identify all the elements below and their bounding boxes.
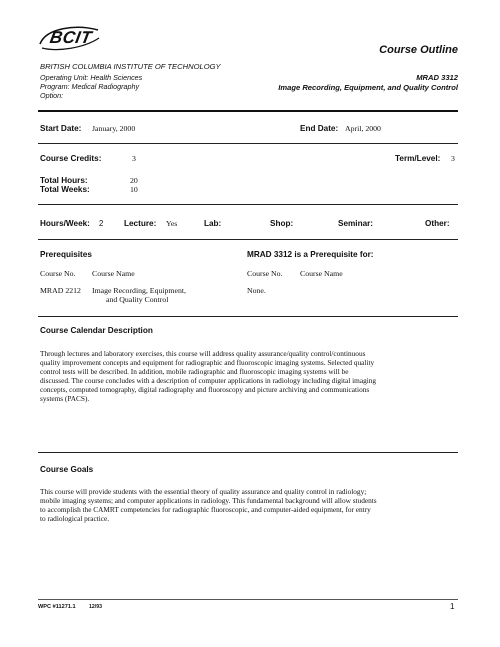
prereq-col-course-name: Course Name xyxy=(92,269,135,278)
lecture-label: Lecture: xyxy=(124,219,157,228)
calendar-line: discussed. The course concludes with a description of computer applications in radiology including digital imaging xyxy=(40,376,377,386)
total-hours-value: 20 xyxy=(130,176,138,185)
prereq-for-title: MRAD 3312 is a Prerequisite for: xyxy=(247,250,374,259)
calendar-description xyxy=(40,349,465,404)
form-date: 12/93 xyxy=(89,604,102,610)
dates-divider xyxy=(38,143,458,144)
prereq-divider xyxy=(38,316,458,317)
start-date-value: January, 2000 xyxy=(92,124,136,133)
form-code: WPC #11271.1 xyxy=(38,604,76,610)
hours-week-label: Hours/Week: xyxy=(40,219,90,228)
institute-name: BRITISH COLUMBIA INSTITUTE OF TECHNOLOGY xyxy=(40,62,221,71)
operating-unit: Operating Unit: Health Sciences xyxy=(40,73,143,82)
total-hours-label: Total Hours: xyxy=(40,176,88,185)
prereq-for-value: None. xyxy=(247,286,266,295)
option: Option: xyxy=(40,91,64,100)
seminar-label: Seminar: xyxy=(338,219,374,228)
footer-divider xyxy=(38,599,458,600)
document-type: Course Outline xyxy=(379,44,458,56)
goals-description xyxy=(40,487,465,523)
start-date-label: Start Date: xyxy=(40,124,82,133)
prereq-for-col-course-no: Course No. xyxy=(247,269,283,278)
page-number: 1 xyxy=(450,602,455,611)
header-divider xyxy=(38,110,458,112)
calendar-line: quality improvement concepts and equipment for radiographic and fluoroscopic imaging systems. Selected quality xyxy=(40,358,375,368)
calendar-line: control tests will be described. In addition, mobile radiographic and fluoroscopic imaging systems will be xyxy=(40,367,349,377)
prereq-row-course-no: MRAD 2212 xyxy=(40,286,81,295)
course-credits-label: Course Credits: xyxy=(40,154,102,163)
prereq-for-col-course-name: Course Name xyxy=(300,269,343,278)
prereq-col-course-no: Course No. xyxy=(40,269,76,278)
hours-week-value: 2 xyxy=(99,219,104,228)
goals-line: This course will provide students with the essential theory of quality assurance and quality control in radiology; xyxy=(40,487,367,496)
prereq-row-course-name-1: Image Recording, Equipment, xyxy=(92,286,186,295)
term-level-value: 3 xyxy=(451,154,455,163)
lab-label: Lab: xyxy=(204,219,222,228)
hours-divider xyxy=(38,239,458,240)
course-credits-value: 3 xyxy=(132,154,136,163)
calendar-line: Through lectures and laboratory exercises, this course will address quality assurance/quality control/continuous xyxy=(40,349,366,358)
goals-line: to radiological practice. xyxy=(40,514,110,524)
term-level-label: Term/Level: xyxy=(395,154,441,163)
logo-text: BCIT xyxy=(48,28,94,47)
total-weeks-value: 10 xyxy=(130,185,138,194)
prereq-row-course-name-2: and Quality Control xyxy=(106,295,169,304)
program: Program: Medical Radiography xyxy=(40,82,140,91)
bcit-logo xyxy=(36,22,102,52)
prerequisites-title: Prerequisites xyxy=(40,250,92,259)
goals-line: mobile imaging systems; and computer applications in radiology. This fundamental background will allow students xyxy=(40,496,377,506)
calendar-divider xyxy=(38,452,458,453)
lecture-value: Yes xyxy=(166,219,178,228)
credits-divider xyxy=(38,204,458,205)
goals-line: to accomplish the CAMRT competencies for radiographic fluoroscopic, and computer-aided equipment, for entry xyxy=(40,505,371,515)
calendar-line: systems (PACS). xyxy=(40,394,90,404)
other-label: Other: xyxy=(425,219,450,228)
course-title: Image Recording, Equipment, and Quality Control xyxy=(278,83,458,92)
calendar-line: concepts, computed tomography, digital radiography and fluoroscopy and picture archiving and communications xyxy=(40,385,370,395)
end-date-label: End Date: xyxy=(300,124,339,133)
course-code: MRAD 3312 xyxy=(416,73,458,82)
calendar-title: Course Calendar Description xyxy=(40,326,153,335)
shop-label: Shop: xyxy=(270,219,294,228)
end-date-value: April, 2000 xyxy=(345,124,381,133)
total-weeks-label: Total Weeks: xyxy=(40,185,90,194)
goals-title: Course Goals xyxy=(40,465,94,474)
